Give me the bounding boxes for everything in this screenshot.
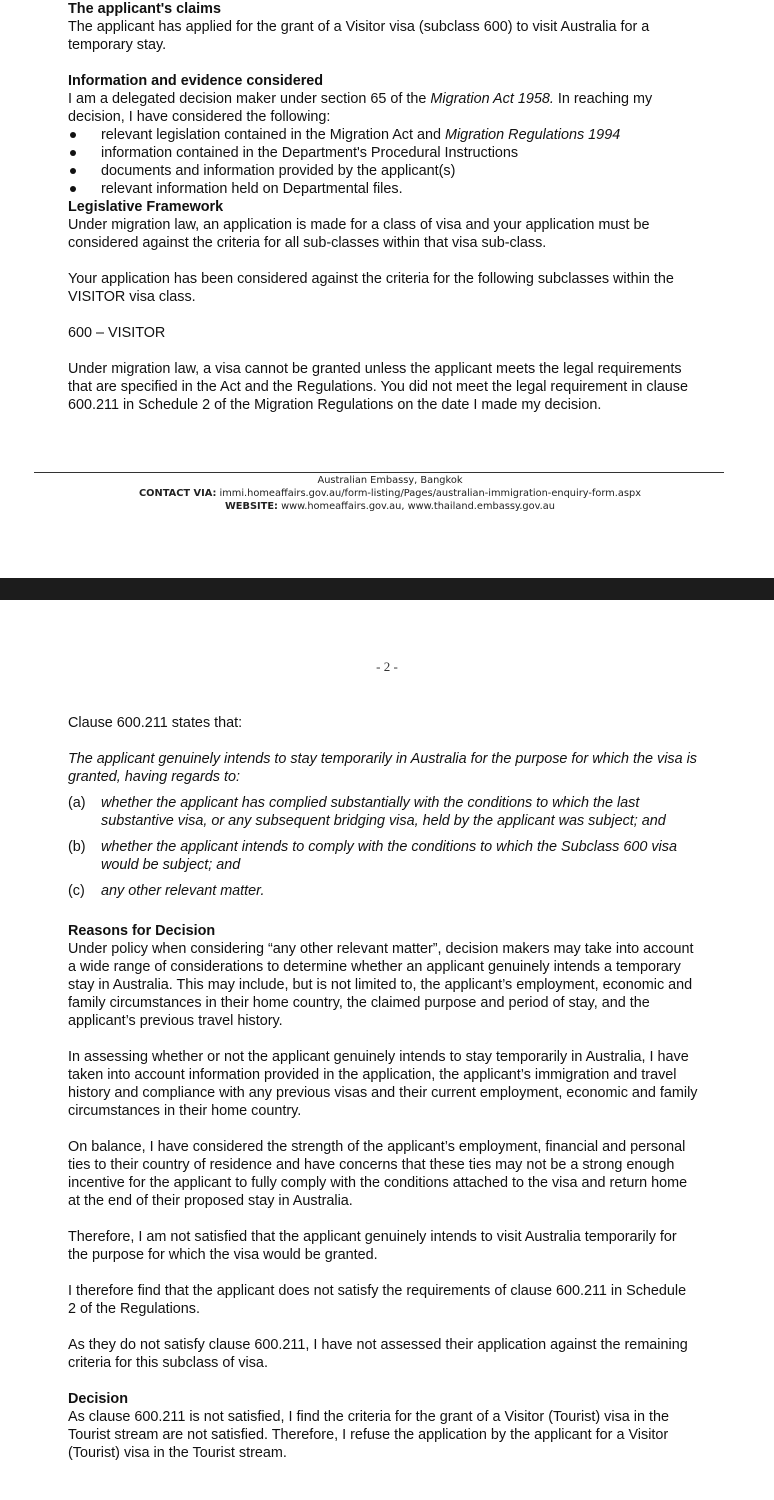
decision-text: As clause 600.211 is not satisfied, I find the criteria for the grant of a Visitor (Tourist) visa in the Tourist stream are not satisfied. Therefore, I refuse the application by the applicant for a Visitor (Tourist) visa in the Tourist stream. bbox=[68, 1409, 669, 1461]
footer-divider bbox=[34, 472, 724, 473]
list-item-text: relevant legislation contained in the Migration Act and bbox=[101, 127, 445, 143]
reasons-paragraph: On balance, I have considered the strength of the applicant’s employment, financial and personal ties to their country of residence and have concerns that these ties may not be a strong enough incentive for the applicant to fully comply with the conditions attached to the visa and return home at the end of their proposed stay in Australia. bbox=[68, 1139, 688, 1209]
website-label: WEBSITE: bbox=[224, 501, 278, 512]
claims-heading: The applicant's claims bbox=[68, 1, 221, 17]
list-item: information contained in the Department's Procedural Instructions bbox=[68, 144, 698, 162]
page-one bbox=[0, 0, 774, 578]
framework-heading: Legislative Framework bbox=[68, 199, 224, 215]
clause-item-text: whether the applicant intends to comply with the conditions to which the Subclass 600 visa would be subject; and bbox=[101, 839, 677, 873]
subclass-line: 600 – VISITOR bbox=[68, 325, 166, 341]
clause-item-label: (a) bbox=[68, 795, 86, 811]
website-urls: www.homeaffairs.gov.au, www.thailand.embassy.gov.au bbox=[277, 501, 556, 512]
decision-heading: Decision bbox=[68, 1391, 128, 1407]
page-two-body bbox=[68, 714, 698, 1462]
reasons-paragraph: I therefore find that the applicant does not satisfy the requirements of clause 600.211 in Schedule 2 of the Regulations. bbox=[68, 1283, 687, 1317]
page-separator bbox=[0, 578, 774, 600]
framework-paragraph: Your application has been considered against the criteria for the following subclasses within the VISITOR visa class. bbox=[68, 271, 674, 305]
info-text-part: I am a delegated decision maker under section 65 of the bbox=[68, 91, 431, 107]
reasons-heading: Reasons for Decision bbox=[68, 923, 216, 939]
contact-url: immi.homeaffairs.gov.au/form-listing/Pages/australian-immigration-enquiry-form.aspx bbox=[216, 488, 641, 499]
clause-item-text: whether the applicant has complied substantially with the conditions to which the last substantive visa, or any subsequent bridging visa, held by the applicant was subject; and bbox=[101, 795, 666, 829]
clause-item bbox=[68, 838, 698, 874]
info-text bbox=[68, 90, 698, 126]
page-one-body bbox=[68, 0, 698, 414]
info-text-part: In reaching my decision, I have considered the following: bbox=[68, 91, 653, 125]
clause-item bbox=[68, 882, 698, 900]
clause-item-label: (b) bbox=[68, 839, 86, 855]
reasons-paragraph: Under policy when considering “any other relevant matter”, decision makers may take into account a wide range of considerations to determine whether an applicant genuinely intends a temporary stay in Australia. This may include, but is not limited to, the applicant’s employment, economic and family circumstances in their home country, the claimed purpose and period of stay, and the applicant’s previous travel history. bbox=[68, 941, 694, 1029]
act-name: Migration Act 1958. bbox=[430, 91, 554, 107]
clause-intro: Clause 600.211 states that: bbox=[68, 715, 243, 731]
list-item: documents and information provided by the applicant(s) bbox=[68, 162, 698, 180]
reasons-paragraph: As they do not satisfy clause 600.211, I have not assessed their application against the remaining criteria for this subclass of visa. bbox=[68, 1337, 688, 1371]
embassy-name: Australian Embassy, Bangkok bbox=[317, 475, 463, 486]
regulations-name: Migration Regulations 1994 bbox=[445, 127, 621, 143]
considered-list bbox=[68, 126, 698, 198]
claims-text: The applicant has applied for the grant of a Visitor visa (subclass 600) to visit Australia for a temporary stay. bbox=[68, 19, 650, 53]
list-item: relevant information held on Departmental files. bbox=[68, 180, 698, 198]
reasons-paragraph: Therefore, I am not satisfied that the applicant genuinely intends to visit Australia temporarily for the purpose for which the visa would be granted. bbox=[68, 1229, 677, 1263]
reasons-paragraph: In assessing whether or not the applicant genuinely intends to stay temporarily in Australia, I have taken into account information provided in the application, the applicant’s immigration and travel history and compliance with any previous visas and their current employment, economic and family circumstances in their home country. bbox=[68, 1049, 698, 1119]
list-item bbox=[68, 126, 698, 144]
page-footer bbox=[120, 474, 660, 513]
framework-paragraph: Under migration law, an application is made for a class of visa and your application must be considered against the criteria for all sub-classes within that visa sub-class. bbox=[68, 217, 650, 251]
framework-paragraph: Under migration law, a visa cannot be granted unless the applicant meets the legal requirements that are specified in the Act and the Regulations. You did not meet the legal requirement in clause 600.211 in Schedule 2 of the Migration Regulations on the date I made my decision. bbox=[68, 361, 689, 413]
clause-item-label: (c) bbox=[68, 883, 85, 899]
page-number: - 2 - bbox=[376, 659, 398, 674]
clause-item-text: any other relevant matter. bbox=[101, 883, 265, 899]
clause-lead: The applicant genuinely intends to stay temporarily in Australia for the purpose for which the visa is granted, having regards to: bbox=[68, 751, 697, 785]
clause-item bbox=[68, 794, 698, 830]
contact-label: CONTACT VIA: bbox=[138, 488, 217, 499]
contact-line bbox=[120, 487, 660, 513]
info-heading: Information and evidence considered bbox=[68, 73, 324, 89]
